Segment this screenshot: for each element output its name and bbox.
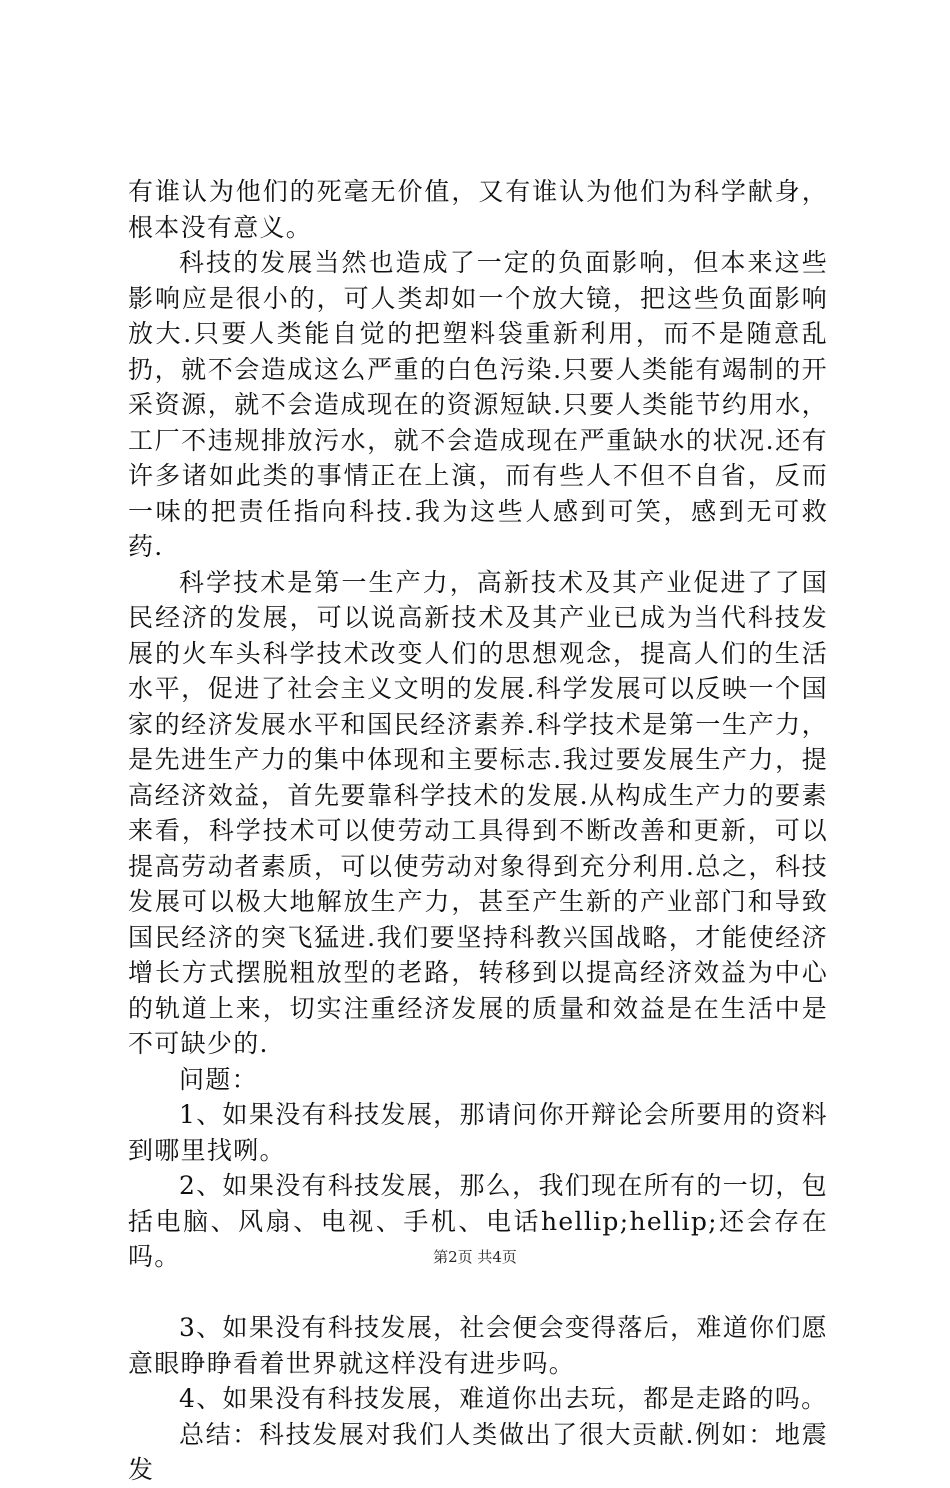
questions-heading: 问题：	[179, 1064, 258, 1094]
question-4: 4、如果没有科技发展，难道你出去玩，都是走路的吗。	[179, 1384, 828, 1413]
paragraph-3: 科学技术是第一生产力，高新技术及其产业促进了了国民经济的发展，可以说高新技术及其产业已成为当代科技发展的火车头科学技术改变人们的思想观念，提高人们的生活水平，促进了社会主义文明的发展.科学发展可以反映一个国家的经济发展水平和国民经济素养.科学技术是第一生产力，是先进生产力的集中体现和主要标志.我过要发展生产力，提高经济效益，首先要靠科学技术的发展.从构成生产力的要素来看，科学技术可以使劳动工具得到不断改善和更新，可以提高劳动者素质，可以使劳动对象得到充分利用.总之，科技发展可以极大地解放生产力，甚至产生新的产业部门和导致国民经济的突飞猛进.我们要坚持科教兴国战略，才能使经济增长方式摆脱粗放型的老路，转移到以提高经济效益为中心的轨道上来，切实注重经济发展的质量和效益是在生活中是不可缺少的.	[128, 567, 828, 1058]
question-2: 2、如果没有科技发展，那么，我们现在所有的一切，包括电脑、风扇、电视、手机、电话hellip;hellip;还会存在吗。	[128, 1171, 828, 1271]
summary-paragraph: 总结：科技发展对我们人类做出了很大贡献.例如：地震发	[128, 1419, 828, 1484]
paragraph-2: 科技的发展当然也造成了一定的负面影响，但本来这些影响应是很小的，可人类却如一个放大镜，把这些负面影响放大.只要人类能自觉的把塑料袋重新利用，而不是随意乱扔，就不会造成这么严重的白色污染.只要人类能有竭制的开采资源，就不会造成现在的资源短缺.只要人类能节约用水，工厂不违规排放污水，就不会造成现在严重缺水的状况.还有许多诸如此类的事情正在上演，而有些人不但不自省，反而一味的把责任指向科技.我为这些人感到可笑，感到无可救药.	[128, 248, 828, 561]
document-body	[128, 174, 828, 1488]
page-number-footer: 第2页 共4页	[433, 1248, 517, 1266]
question-3: 3、如果没有科技发展，社会便会变得落后，难道你们愿意眼睁睁看着世界就这样没有进步吗。	[128, 1313, 828, 1378]
paragraph-1: 有谁认为他们的死毫无价值，又有谁认为他们为科学献身，根本没有意义。	[128, 177, 828, 242]
question-1: 1、如果没有科技发展，那请问你开辩论会所要用的资料到哪里找咧。	[128, 1100, 828, 1165]
